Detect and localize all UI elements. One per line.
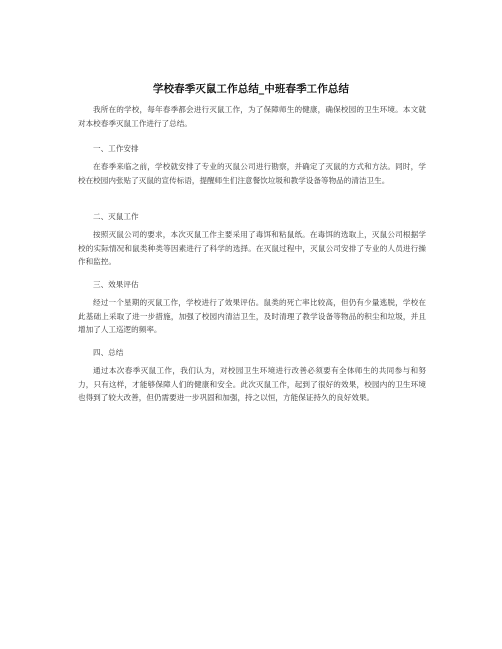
section-body-evaluation: 经过一个星期的灭鼠工作，学校进行了效果评估。鼠类的死亡率比较高，但仍有少量逃脱，学校在此基础上采取了进一步措施，加强了校园内清洁卫生，及时清理了教学设备等物品的积尘和垃圾，并且增加了人工巡逻的频率。 <box>78 298 426 335</box>
section-heading-evaluation: 三、效果评估 <box>93 280 139 289</box>
section-heading-arrangement: 一、工作安排 <box>93 144 139 153</box>
section-body-work: 按照灭鼠公司的要求，本次灭鼠工作主要采用了毒饵和粘鼠纸。在毒饵的选取上，灭鼠公司根据学校的实际情况和鼠类种类等因素进行了科学的选择。在灭鼠过程中，灭鼠公司安排了专业的人员进行操作和监控。 <box>78 230 426 267</box>
intro-paragraph: 我所在的学校，每年春季都会进行灭鼠工作，为了保障师生的健康，确保校园的卫生环境。本文就对本校春季灭鼠工作进行了总结。 <box>78 105 426 128</box>
document-title: 学校春季灭鼠工作总结_中班春季工作总结 <box>152 83 350 95</box>
section-body-arrangement: 在春季来临之前，学校就安排了专业的灭鼠公司进行勘察，并确定了灭鼠的方式和方法。同时，学校在校园内张贴了灭鼠的宣传标语，提醒师生们注意餐饮垃圾和教学设备等物品的清洁卫生。 <box>78 162 426 185</box>
section-body-summary: 通过本次春季灭鼠工作，我们认为，对校园卫生环境进行改善必须要有全体师生的共同参与和努力，只有这样，才能够保障人们的健康和安全。此次灭鼠工作，起到了很好的效果，校园内的卫生环境也得到了较大改善，但仍需要进一步巩固和加强，持之以恒，方能保证持久的良好效果。 <box>78 366 426 403</box>
section-heading-work: 二、灭鼠工作 <box>93 212 139 221</box>
section-heading-summary: 四、总结 <box>93 348 124 357</box>
